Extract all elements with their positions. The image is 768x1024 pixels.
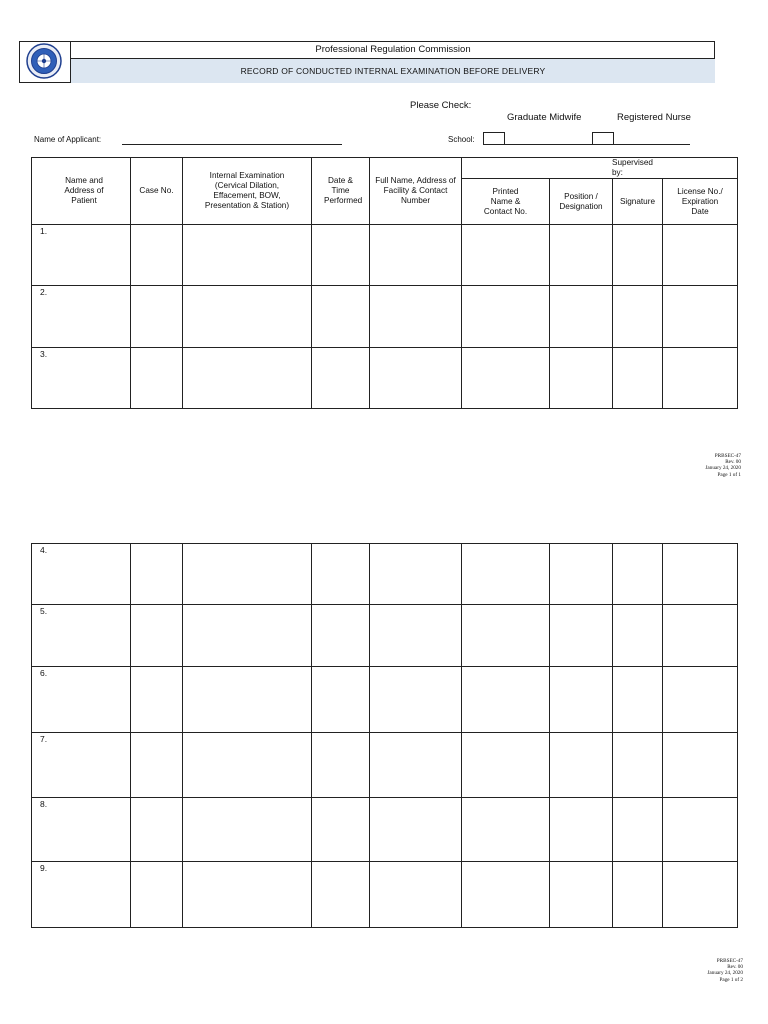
cell[interactable] [131,862,183,928]
footer-page1 [705,453,741,478]
cell[interactable] [613,862,663,928]
cell[interactable] [663,798,738,862]
graduate-midwife-label: Graduate Midwife [507,112,582,123]
cell[interactable] [312,286,370,348]
cell[interactable] [462,733,550,798]
cell[interactable] [462,605,550,667]
cell[interactable] [663,225,738,286]
row-number-cell[interactable] [32,605,131,667]
footer-page-number: Page 1 of 1 [717,471,741,478]
cell[interactable] [550,544,613,605]
cell[interactable] [312,225,370,286]
cell[interactable] [663,348,738,409]
cell[interactable] [183,862,312,928]
cell[interactable] [183,667,312,733]
cell[interactable] [183,225,312,286]
cell[interactable] [550,286,613,348]
row-number: 9. [40,863,48,873]
please-check-label: Please Check: [410,100,472,111]
cell[interactable] [183,348,312,409]
exam-table-page2 [31,543,738,928]
footer-date: January 24, 2020 [705,465,741,472]
col-header-signature: Signature [613,179,663,225]
school-label: School: [448,135,475,144]
school-field[interactable] [505,144,592,145]
col-header-case-no: Case No. [131,158,183,225]
cell[interactable] [312,348,370,409]
cell[interactable] [613,605,663,667]
row-number: 1. [40,226,48,236]
cell[interactable] [613,544,663,605]
cell[interactable] [131,605,183,667]
col-header-license: License No./ Expiration Date [663,179,738,225]
cell[interactable] [131,798,183,862]
cell[interactable] [462,286,550,348]
table-row [32,667,738,733]
cell[interactable] [370,225,462,286]
footer-page-number: Page 1 of 2 [719,976,743,983]
registered-nurse-checkbox[interactable] [592,132,614,145]
cell[interactable] [663,733,738,798]
col-header-position: Position / Designation [550,179,613,225]
row-number-cell[interactable] [32,667,131,733]
cell[interactable] [370,667,462,733]
cell[interactable] [462,798,550,862]
footer-date: January 24, 2020 [707,970,743,977]
cell[interactable] [613,348,663,409]
cell[interactable] [663,667,738,733]
cell[interactable] [183,733,312,798]
cell[interactable] [613,733,663,798]
cell[interactable] [613,286,663,348]
school-field-extension[interactable] [614,144,690,145]
row-number: 3. [40,349,48,359]
logo-cell [19,41,71,83]
row-number-cell[interactable] [32,733,131,798]
cell[interactable] [550,225,613,286]
graduate-midwife-checkbox[interactable] [483,132,505,145]
cell[interactable] [183,286,312,348]
cell[interactable] [312,862,370,928]
cell[interactable] [131,733,183,798]
header-title: RECORD OF CONDUCTED INTERNAL EXAMINATION BEFORE DELIVERY [71,59,715,83]
cell[interactable] [312,667,370,733]
cell[interactable] [613,667,663,733]
cell[interactable] [613,225,663,286]
cell[interactable] [312,544,370,605]
cell[interactable] [370,348,462,409]
cell[interactable] [550,733,613,798]
cell[interactable] [550,605,613,667]
footer-code: PRBSEC-47 [714,453,741,459]
row-number-cell[interactable] [32,286,131,348]
cell[interactable] [131,667,183,733]
cell[interactable] [312,798,370,862]
cell[interactable] [663,544,738,605]
table-row [32,544,738,605]
cell[interactable] [370,544,462,605]
cell[interactable] [131,286,183,348]
cell[interactable] [131,348,183,409]
row-number: 2. [40,287,48,297]
cell[interactable] [131,225,183,286]
cell[interactable] [370,286,462,348]
cell[interactable] [550,348,613,409]
col-header-date-time: Date & Time Performed [312,158,370,225]
cell[interactable] [312,605,370,667]
table-row [32,605,738,667]
prc-seal-icon [19,41,69,81]
col-header-supervised-by: Supervised by: [462,158,738,179]
cell[interactable] [462,348,550,409]
row-number: 8. [40,799,48,809]
cell[interactable] [550,862,613,928]
cell[interactable] [183,605,312,667]
col-header-internal-exam: Internal Examination (Cervical Dilation, Effacement, BOW, Presentation & Station) [183,158,312,225]
cell[interactable] [183,798,312,862]
applicant-name-field[interactable] [122,144,342,145]
cell[interactable] [462,225,550,286]
table-row [32,862,738,928]
col-header-printed-name: Printed Name & Contact No. [462,179,550,225]
footer-code: PRBSEC-47 [716,958,743,964]
row-number-cell[interactable] [32,225,131,286]
row-number: 6. [40,668,48,678]
col-header-facility: Full Name, Address of Facility & Contact Number [370,158,462,225]
table-row [32,225,738,286]
cell[interactable] [183,544,312,605]
row-number-cell[interactable] [32,798,131,862]
cell[interactable] [663,286,738,348]
cell[interactable] [370,862,462,928]
col-header-name-address: Name and Address of Patient [32,158,131,225]
footer-rev: Rev. 00 [725,459,741,466]
cell[interactable] [550,798,613,862]
cell[interactable] [462,667,550,733]
cell[interactable] [462,544,550,605]
cell[interactable] [663,862,738,928]
cell[interactable] [370,798,462,862]
table-row [32,733,738,798]
cell[interactable] [131,544,183,605]
cell[interactable] [663,605,738,667]
row-number: 5. [40,606,48,616]
cell[interactable] [370,733,462,798]
row-number-cell[interactable] [32,862,131,928]
header-org: Professional Regulation Commission [71,41,715,59]
footer-rev: Rev. 00 [727,964,743,971]
cell[interactable] [613,798,663,862]
cell[interactable] [370,605,462,667]
table-row [32,798,738,862]
registered-nurse-label: Registered Nurse [617,112,691,123]
row-number: 4. [40,545,48,555]
row-number-cell[interactable] [32,544,131,605]
cell[interactable] [462,862,550,928]
footer-page2 [707,958,743,983]
table-row [32,286,738,348]
row-number-cell[interactable] [32,348,131,409]
table-row [32,348,738,409]
row-number: 7. [40,734,48,744]
name-of-applicant-label: Name of Applicant: [34,135,102,144]
cell[interactable] [550,667,613,733]
cell[interactable] [312,733,370,798]
exam-table-page1 [31,157,738,409]
